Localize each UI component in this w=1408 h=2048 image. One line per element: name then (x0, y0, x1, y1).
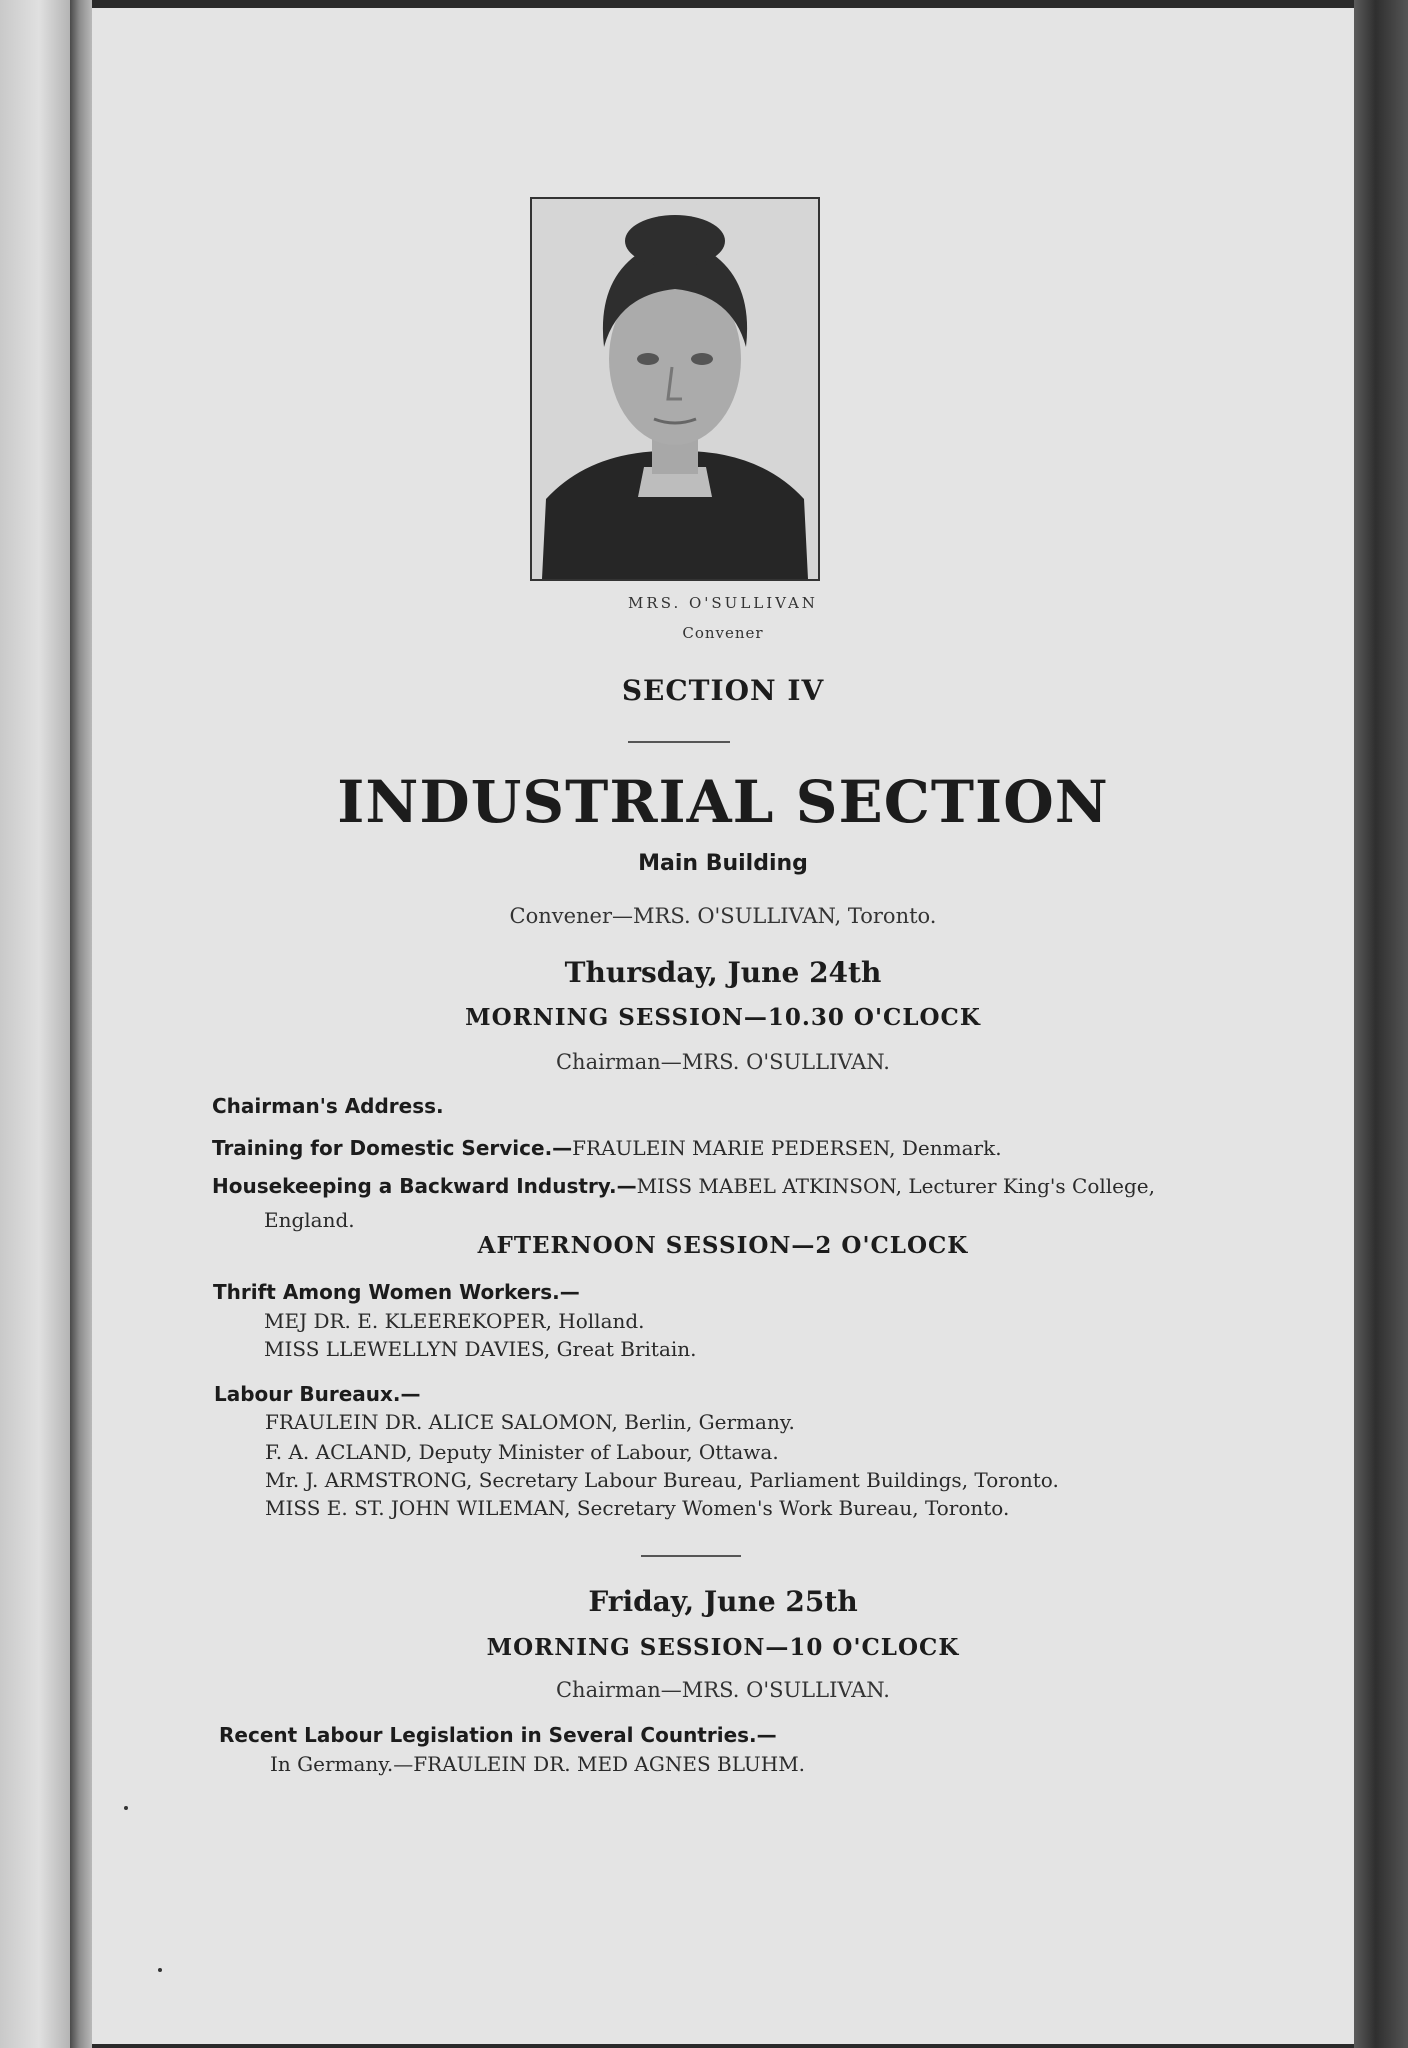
chairman-line-friday: Chairman—MRS. O'SULLIVAN. (555, 1678, 890, 1702)
speaker-line: MISS E. ST. JOHN WILEMAN, Secretary Women's Work Bureau, Toronto. (265, 1496, 1010, 1520)
agenda-speaker: FRAULEIN MARIE PEDERSEN, Denmark. (572, 1136, 1002, 1160)
paper-speck (124, 1806, 128, 1810)
day-heading-thursday: Thursday, June 24th (564, 956, 882, 989)
speaker-line: MEJ DR. E. KLEEREKOPER, Holland. (264, 1309, 645, 1333)
agenda-sub-item (270, 1752, 805, 1776)
speaker-line: MISS LLEWELLYN DAVIES, Great Britain. (264, 1337, 697, 1361)
agenda-item (212, 1094, 444, 1118)
day-heading-friday: Friday, June 25th (588, 1585, 858, 1618)
facing-page-edge (0, 0, 78, 2048)
book-edge-right (1354, 0, 1408, 2048)
agenda-item (213, 1280, 580, 1304)
chairman-line-thursday: Chairman—MRS. O'SULLIVAN. (555, 1050, 890, 1074)
page-title: INDUSTRIAL SECTION (337, 768, 1109, 836)
portrait-caption-name: MRS. O'SULLIVAN (628, 594, 818, 612)
agenda-continuation: England. (264, 1208, 355, 1232)
divider-rule (628, 741, 730, 743)
speaker-line: Mr. J. ARMSTRONG, Secretary Labour Bureau, Parliament Buildings, Toronto. (265, 1468, 1059, 1492)
agenda-item (212, 1136, 1002, 1160)
paper-speck (158, 1968, 162, 1972)
speaker-line: F. A. ACLAND, Deputy Minister of Labour, Ottawa. (265, 1440, 779, 1464)
agenda-topic: Housekeeping a Backward Industry.— (212, 1174, 637, 1198)
location: Main Building (638, 851, 808, 876)
agenda-topic: Training for Domestic Service.— (212, 1136, 573, 1160)
section-number: SECTION IV (621, 674, 825, 707)
agenda-item (212, 1174, 1155, 1198)
book-gutter (70, 0, 92, 2048)
agenda-topic: Recent Labour Legislation in Several Countries.— (219, 1723, 777, 1747)
agenda-speaker: MISS MABEL ATKINSON, Lecturer King's College, (636, 1174, 1155, 1198)
convener-line: Convener—MRS. O'SULLIVAN, Toronto. (509, 904, 937, 928)
divider-rule (641, 1555, 741, 1557)
agenda-sub-topic: In Germany.— (270, 1752, 414, 1776)
agenda-topic: Thrift Among Women Workers.— (213, 1280, 580, 1304)
speaker-line: FRAULEIN DR. ALICE SALOMON, Berlin, Germany. (265, 1410, 795, 1434)
portrait-caption-role: Convener (682, 624, 764, 642)
agenda-speaker: FRAULEIN DR. MED AGNES BLUHM. (413, 1752, 806, 1776)
agenda-topic: Chairman's Address. (212, 1094, 444, 1118)
portrait-photo (530, 197, 820, 581)
session-heading-friday-morning: MORNING SESSION—10 O'CLOCK (486, 1634, 960, 1661)
agenda-item (214, 1382, 421, 1406)
session-heading-thursday-afternoon: AFTERNOON SESSION—2 O'CLOCK (477, 1232, 969, 1259)
agenda-item (219, 1723, 777, 1747)
agenda-topic: Labour Bureaux.— (214, 1382, 421, 1406)
session-heading-thursday-morning: MORNING SESSION—10.30 O'CLOCK (465, 1004, 981, 1031)
